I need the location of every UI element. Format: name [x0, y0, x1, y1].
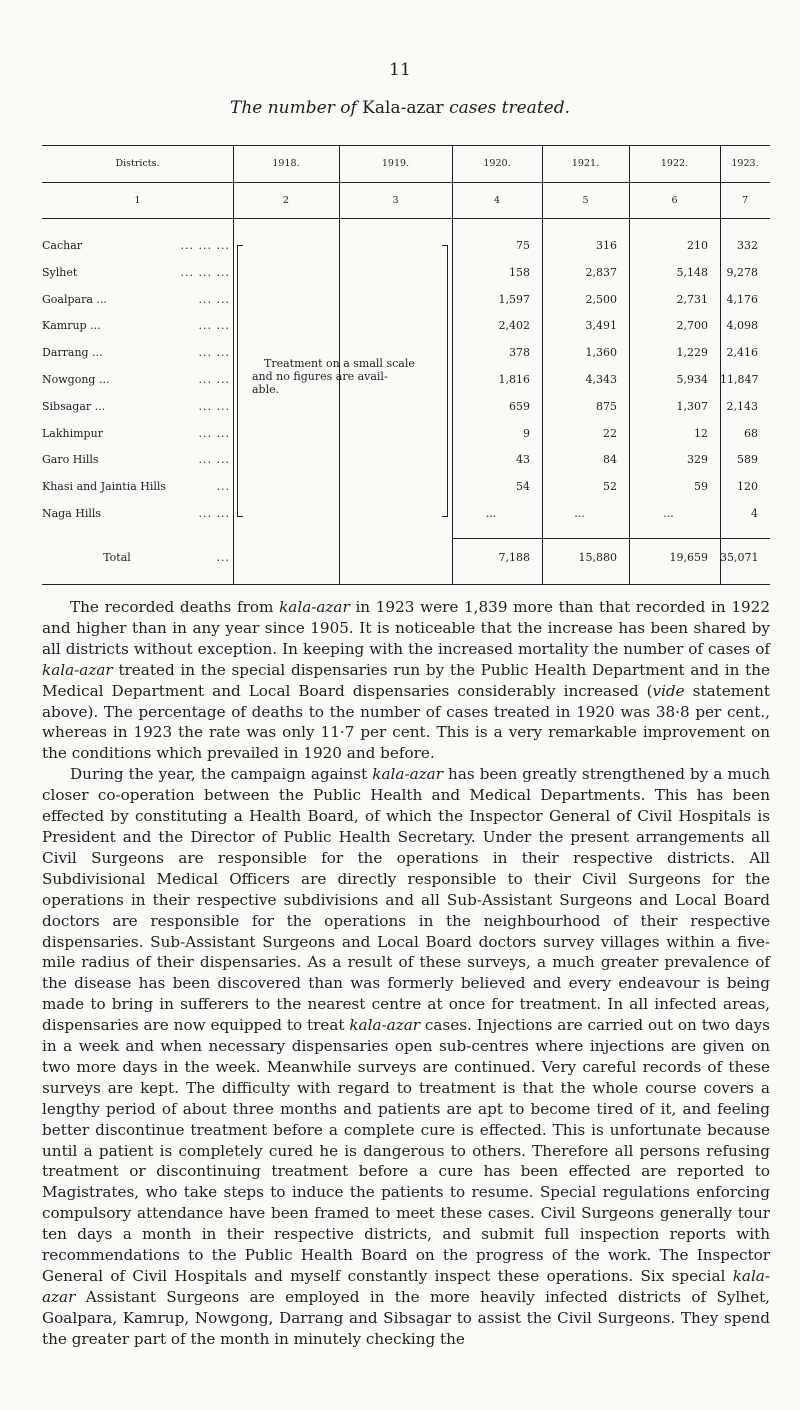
- table-top-rule: [42, 145, 770, 146]
- total-label: Total: [103, 551, 131, 564]
- table-cell-value: 12: [694, 426, 708, 440]
- note-line: able.: [252, 383, 280, 396]
- district-name: Lakhimpur: [42, 426, 103, 440]
- table-cell-value: 2,500: [585, 292, 617, 306]
- total-value: 15,880: [578, 551, 617, 564]
- table-cell-value: 3,491: [585, 319, 617, 333]
- table-title: [0, 98, 800, 118]
- table-cell-value: 9: [523, 426, 530, 440]
- left-brace: [237, 245, 243, 517]
- table-bottom-rule: [42, 584, 770, 585]
- table-cell-value: 54: [516, 480, 530, 494]
- table-cell-value: 1,307: [676, 399, 708, 413]
- column-header: 1923.: [731, 158, 759, 169]
- total-value: 19,659: [669, 551, 708, 564]
- table-cell-value: 120: [737, 480, 758, 494]
- table-cell-value: 316: [596, 239, 617, 252]
- total-value: 7,188: [498, 551, 530, 564]
- table-cell-value: 43: [516, 453, 530, 467]
- leader-dots: ... ...: [198, 426, 230, 440]
- table-cell-value: 1,360: [585, 346, 617, 360]
- table-cell-value: 158: [509, 265, 530, 279]
- table-cell-value: 1,597: [498, 292, 530, 306]
- table-cell-value: 2,416: [726, 346, 758, 360]
- column-rule: [233, 145, 234, 585]
- leader-dots: ... ...: [198, 507, 230, 520]
- leader-dots: ... ...: [198, 292, 230, 306]
- table-cell-value: 2,837: [585, 265, 617, 279]
- district-name: Nowgong ...: [42, 373, 110, 386]
- district-name: Goalpara ...: [42, 292, 107, 306]
- table-cell-value: 52: [603, 480, 617, 494]
- column-header: Districts.: [115, 158, 160, 169]
- leader-dots: ... ...: [198, 346, 230, 360]
- leader-dots: ... ...: [198, 399, 230, 413]
- column-header: 1922.: [660, 158, 689, 169]
- table-cell-value: 84: [603, 453, 617, 467]
- column-number: 2: [282, 195, 290, 206]
- table-cell-value: ...: [574, 507, 585, 520]
- treatment-note: [252, 357, 442, 396]
- table-cell-value: 68: [744, 426, 758, 440]
- district-name: Naga Hills: [42, 507, 102, 520]
- page-number: 11: [389, 60, 411, 80]
- table-cell-value: 589: [737, 453, 758, 467]
- column-number: 1: [134, 195, 141, 206]
- paragraph: During the year, the campaign against kala-azar has been greatly strengthened by a much closer co-operation between the Public Health and Medical Departments. This has been effected by constituting a Health Board, of which the Inspector General of Civil Hospitals is President and the Director of Public Health Secretary. Under the present arrangements all Civil Surgeons are responsible for the operations in their respective districts. All Subdivisional Medical Officers are directly responsible to their Civil Surgeons for the operations in their respective subdivisions and all Sub-Assistant Surgeons and Local Board doctors are responsible for the operations in the neighbourhood of their respective dispensaries. Sub-Assistant Surgeons and Local Board doctors survey villages within a five-mile radius of their dispensaries. As a result of these surveys, a much greater prevalence of the disease has been discovered than was formerly believed and every endeavour is being made to bring in sufferers to the nearest centre at once for treatment. In all infected areas, dispensaries are now equipped to treat kala-azar cases. Injections are carried out on two days in a week and when necessary dispensaries open sub-centres where injections are given on two more days in the week. Meanwhile surveys are continued. Very careful records of these surveys are kept. The difficulty with regard to treatment is that the whole course covers a lengthy period of about three months and patients are apt to become tired of it, and feeling better discontinue treatment before a complete cure is effected. This is unfortunate because until a patient is completely cured he is dangerous to others. Therefore all persons refusing treatment or discontinuing treatment before a cure has been effected are reported to Magistrates, who take steps to induce the patients to resume. Special regulations enforcing compulsory attendance have been framed to meet these cases. Civil Surgeons generally tour ten days a month in their respective districts, and submit full inspection reports with recommendations to the Public Health Board on the progress of the work. The Inspector General of Civil Hospitals and myself constantly inspect these operations. Six special kala-azar Assistant Surgeons are employed in the more heavily infected districts of Sylhet, Goalpara, Kamrup, Nowgong, Darrang and Sibsagar to assist the Civil Surgeons. They spend the greater part of the month in minutely checking the: [42, 765, 770, 1348]
- column-number: 6: [671, 195, 678, 206]
- column-number: 5: [582, 195, 589, 206]
- leader-dots: ... ...: [198, 319, 230, 333]
- district-name: Kamrup ...: [42, 319, 101, 333]
- note-line: Treatment on a small scale: [264, 357, 415, 370]
- leader-dots: ... ... ...: [180, 265, 230, 279]
- district-name: Garo Hills: [42, 453, 99, 467]
- title-suffix: cases treated.: [449, 98, 570, 118]
- header-rule: [42, 182, 770, 183]
- colnum-rule: [42, 218, 770, 219]
- column-number: 3: [392, 195, 399, 206]
- column-number: 4: [493, 195, 501, 206]
- table-cell-value: 2,143: [726, 399, 758, 413]
- table-cell-value: 4: [751, 507, 758, 520]
- leader-dots: ...: [216, 551, 230, 564]
- table-cell-value: 4,098: [726, 319, 758, 333]
- table-cell-value: 378: [509, 346, 530, 360]
- kala-azar-cases-table: [42, 145, 770, 585]
- total-rule: [452, 538, 770, 539]
- paragraph: The recorded deaths from kala-azar in 1923 were 1,839 more than that recorded in 1922 and higher than in any year since 1905. It is noticeable that the increase has been shared by all districts without exception. In keeping with the increased mortality the number of cases of kala-azar treated in the special dispensaries run by the Public Health Department and in the Medical Department and Local Board dispensaries considerably increased (vide statement above). The percentage of deaths to the number of cases treated in 1920 was 38·8 per cent., whereas in 1923 the rate was only 11·7 per cent. This is a very remarkable improvement on the conditions which prevailed in 1920 and before.: [42, 598, 770, 763]
- body-text: [42, 597, 770, 1350]
- leader-dots: ... ...: [198, 453, 230, 467]
- table-cell-value: 59: [694, 480, 708, 494]
- district-name: Sylhet: [42, 265, 78, 279]
- table-cell-value: 5,934: [676, 373, 708, 386]
- note-line: and no figures are avail-: [252, 370, 388, 383]
- table-cell-value: ...: [663, 507, 674, 520]
- right-brace: [442, 245, 448, 517]
- title-prefix: The number of: [229, 98, 357, 118]
- column-header: 1920.: [483, 158, 511, 169]
- table-cell-value: ...: [485, 507, 497, 520]
- table-cell-value: 329: [687, 453, 708, 467]
- column-number: 7: [741, 195, 749, 206]
- table-cell-value: 1,816: [498, 373, 530, 386]
- table-cell-value: 4,176: [726, 292, 758, 306]
- table-cell-value: 2,700: [676, 319, 708, 333]
- table-cell-value: 1,229: [676, 346, 708, 360]
- table-cell-value: 11,847: [720, 373, 759, 386]
- table-cell-value: 210: [687, 239, 708, 252]
- total-value: 35,071: [720, 551, 759, 564]
- leader-dots: ... ...: [198, 373, 230, 386]
- leader-dots: ... ... ...: [180, 239, 230, 252]
- table-cell-value: 22: [603, 426, 617, 440]
- column-header: 1921.: [571, 158, 600, 169]
- district-name: Darrang ...: [42, 346, 103, 360]
- district-name: Cachar: [42, 239, 83, 252]
- table-cell-value: 875: [596, 399, 617, 413]
- column-header: 1919.: [381, 158, 410, 169]
- title-middle: Kala-azar: [362, 98, 444, 118]
- district-name: Sibsagar ...: [42, 399, 106, 413]
- table-cell-value: 2,402: [498, 319, 530, 333]
- district-name: Khasi and Jaintia Hills: [42, 480, 167, 494]
- table-cell-value: 9,278: [726, 265, 758, 279]
- table-cell-value: 332: [737, 239, 758, 252]
- column-header: 1918.: [272, 158, 300, 169]
- table-cell-value: 4,343: [585, 373, 617, 386]
- table-cell-value: 659: [509, 399, 530, 413]
- table-cell-value: 5,148: [676, 265, 708, 279]
- table-cell-value: 2,731: [676, 292, 708, 306]
- leader-dots: ...: [216, 480, 230, 494]
- table-cell-value: 75: [516, 239, 530, 252]
